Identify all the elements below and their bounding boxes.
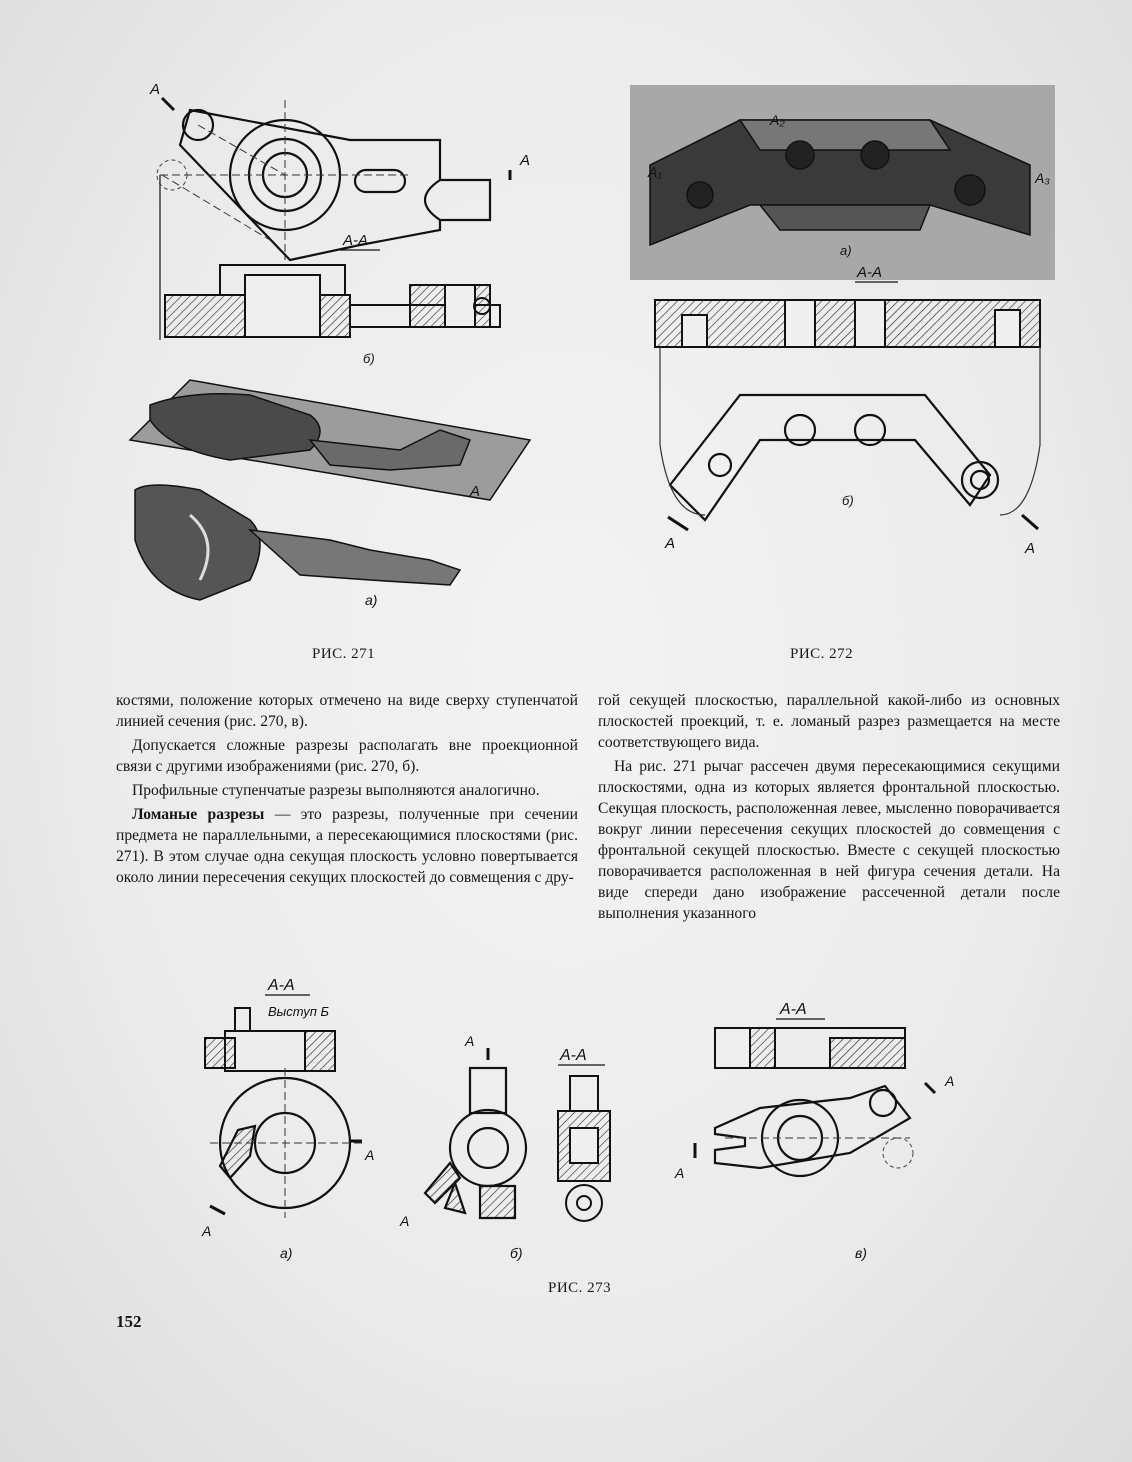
right-paragraph-2: На рис. 271 рычаг рассечен двумя пересекающимися секущими плоскостями, одна из которых является фронтальной плоскостью. Секущая плоскость, расположенная левее, мысленно поворачивается вокруг линии пересечения секущих плоскостей до совмещения с фронтальной секущей плоскостью. Вместе с секущей плоскостью поворачивается расположенная в ней фигура сечения детали. На виде спереди дано изображение рассеченной детали после выполнения указанного xyxy=(598,758,1060,922)
figure-272-caption: РИС. 272 xyxy=(790,646,854,662)
fig273-sub-v: в) xyxy=(855,1245,867,1261)
text-column-right xyxy=(598,690,1060,927)
fig271-plane-label: А xyxy=(470,483,481,500)
text-column-left xyxy=(116,690,578,891)
fig272-sub-b: б) xyxy=(842,493,854,508)
left-paragraph-2: Допускается сложные разрезы располагать вне проекционной связи с другими изображениями (рис. 270, б). xyxy=(116,737,578,775)
left-paragraph-4-rest: — это разрезы, полученные при сечении предмета не параллельными, а пересекающимися плоскостями (рис. 271). В этом случае одна секущая плоскость условно повертывается около линии пересечения секущих плоскостей до совмещения с дру- xyxy=(116,806,578,886)
fig272-sub-a: а) xyxy=(840,243,852,258)
fig273b-section-label: А-А xyxy=(560,1047,587,1064)
fig273a-cut-left: А xyxy=(202,1223,212,1239)
left-paragraph-4 xyxy=(116,804,578,888)
fig272-plane-a3: A₃ xyxy=(1035,170,1050,186)
fig272-plane-a1: A₁ xyxy=(648,164,662,180)
fig273v-section-label: А-А xyxy=(780,1001,807,1018)
fig271-sub-a: а) xyxy=(365,592,378,608)
fig271-sub-b: б) xyxy=(363,351,375,366)
figure-273-drawing xyxy=(150,968,980,1273)
left-paragraph-3: Профильные ступенчатые разрезы выполняются аналогично. xyxy=(132,782,540,799)
fig273v-cut-left: А xyxy=(675,1165,685,1181)
fig273-sub-b: б) xyxy=(510,1245,523,1261)
figure-272-drawing xyxy=(630,85,1055,565)
fig271-cut-label-left: А xyxy=(150,81,161,98)
figure-271-drawing xyxy=(110,70,560,630)
figure-271-caption: РИС. 271 xyxy=(312,646,376,662)
fig273b-cut-left: А xyxy=(400,1213,410,1229)
right-paragraph-1: гой секущей плоскостью, параллельной какой-либо из основных плоскостей проекций, т. е. ломаный разрез размещается на месте соответствующего вида. xyxy=(598,692,1060,751)
fig271-cut-label-right: А xyxy=(520,152,531,169)
page-number: 152 xyxy=(116,1312,142,1331)
fig272-plane-a2: A₂ xyxy=(770,112,785,128)
fig272-cut-right: А xyxy=(1025,540,1036,557)
fig271-section-label: А-А xyxy=(343,232,369,249)
fig273a-ledge-label: Выступ Б xyxy=(268,1004,330,1019)
fig273-sub-a: а) xyxy=(280,1245,293,1261)
fig273b-cut-top: А xyxy=(465,1033,475,1049)
left-paragraph-1: костями, положение которых отмечено на виде сверху ступенчатой линией сечения (рис. 270, в). xyxy=(116,692,578,730)
fig273v-cut-right: А xyxy=(945,1073,955,1089)
figure-273-caption: РИС. 273 xyxy=(548,1280,612,1296)
fig273a-section-label: А-А xyxy=(268,977,295,994)
fig273a-cut-right: А xyxy=(365,1147,375,1163)
fig272-section-label: А-А xyxy=(857,264,883,281)
fig272-cut-left: А xyxy=(665,535,676,552)
term-broken-sections: Ломаные разрезы xyxy=(132,806,265,823)
